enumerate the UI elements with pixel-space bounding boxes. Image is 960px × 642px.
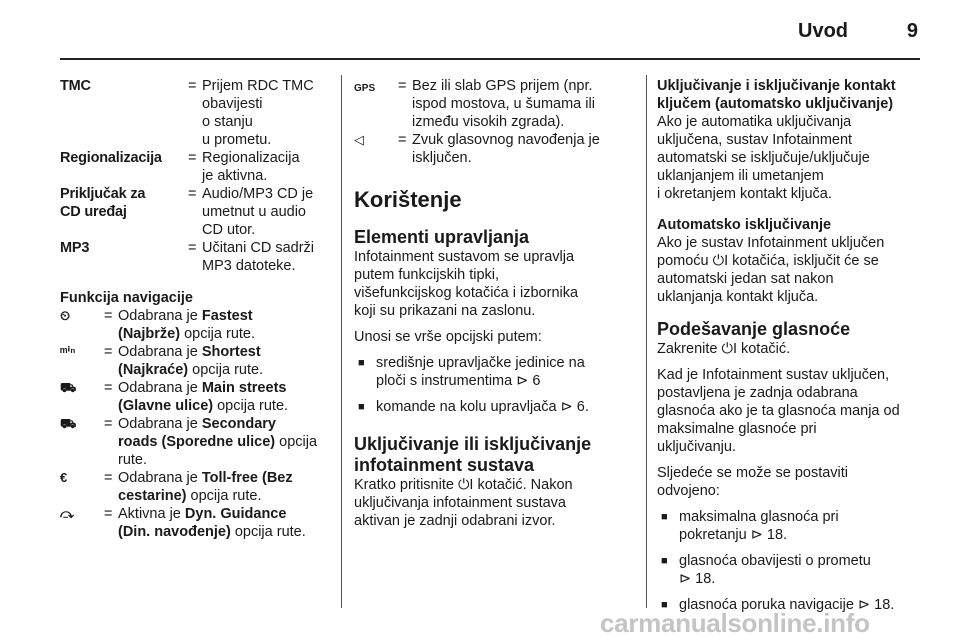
nav-pre: Odabrana je: [118, 470, 202, 486]
bullet-icon: ■: [661, 599, 668, 611]
paragraph: [354, 476, 638, 530]
def-line: obavijesti: [202, 96, 263, 112]
text-line: Infotainment sustavom se upravlja: [354, 249, 575, 265]
def-eq: =: [188, 240, 197, 256]
list-item: [657, 552, 953, 588]
subsection-heading: Podešavanje glasnoće: [657, 319, 851, 339]
text-line: središnje upravljačke jedinice na: [376, 355, 585, 371]
section-heading: Korištenje: [354, 187, 462, 212]
nav-pre: Odabrana je: [118, 344, 202, 360]
text-line: ⊳ 18.: [679, 571, 716, 587]
def-term: Regionalizacija: [60, 150, 162, 166]
text-line: glasnoća ako je ta glasnoća manja od: [657, 403, 900, 419]
def-term: [60, 185, 188, 239]
text-line: Kad je Infotainment sustav uključen,: [657, 367, 890, 383]
nav-option: Shortest: [201, 344, 261, 360]
nav-text: [118, 379, 330, 415]
def-term: TMC: [60, 78, 91, 94]
paragraph: Zakrenite ⏻I kotačić.: [657, 341, 791, 357]
paragraph: [657, 366, 953, 456]
column-divider-2: [646, 75, 647, 608]
header-rule: [60, 58, 920, 60]
column-1: [60, 77, 330, 541]
list-item: [657, 508, 953, 544]
text-line: koji su prikazani na zaslonu.: [354, 303, 536, 319]
def-eq: =: [398, 132, 407, 148]
paragraph: [657, 113, 953, 203]
def-eq: =: [398, 78, 407, 94]
bullet-icon: ■: [358, 401, 365, 413]
text-line: Ako je automatika uključivanja: [657, 114, 852, 130]
def-line: MP3 datoteke.: [202, 258, 296, 274]
nav-heading: Funkcija navigacije: [60, 290, 193, 306]
text-line: automatski jedan sat nakon: [657, 271, 834, 287]
nav-option: Secondary: [201, 416, 276, 432]
nav-option-translation: (Najkraće): [118, 362, 189, 378]
def-eq: =: [188, 150, 197, 166]
def-cd: [60, 185, 330, 239]
text-line: uključena, sustav Infotainment: [657, 132, 853, 148]
paragraph: [354, 248, 638, 320]
list-item: [354, 398, 638, 416]
nav-option-translation: (Glavne ulice): [118, 398, 214, 414]
heading-line: ključem (automatsko uključivanje): [657, 96, 894, 112]
def-text: [202, 149, 330, 185]
page-header: [0, 0, 960, 58]
watermark: carmanualsonline.info: [600, 608, 870, 638]
nav-post: opcija: [275, 434, 318, 450]
nav-post: opcija rute.: [213, 398, 289, 414]
def-regionalizacija: [60, 149, 330, 185]
bullet-icon: ■: [661, 555, 668, 567]
nav-post: rute.: [118, 452, 148, 468]
nav-option: Dyn. Guidance: [184, 506, 287, 522]
column-3: [657, 77, 953, 614]
def-term-line: CD uređaj: [60, 204, 127, 220]
paragraph: [657, 464, 953, 500]
def-text: [412, 77, 638, 131]
text-line: odvojeno:: [657, 483, 720, 499]
nav-text: [118, 415, 330, 469]
text-line: aktivan je zadnji odabrani izvor.: [354, 513, 556, 529]
heading-line: infotainment sustava: [354, 455, 535, 475]
text-line: Ako je sustav Infotainment uključen: [657, 235, 885, 251]
text-line: komande na kolu upravljača ⊳ 6.: [376, 399, 589, 415]
main-streets-icon: ⛟: [60, 380, 77, 395]
def-eq: =: [188, 78, 197, 94]
subsection-heading: [354, 434, 638, 476]
def-line: Prijem RDC TMC: [202, 78, 314, 94]
nav-pre: Aktivna je: [118, 506, 185, 522]
text-line: uklanjanjem ili umetanjem: [657, 168, 824, 184]
nav-post: opcija rute.: [230, 524, 306, 540]
def-term: MP3: [60, 240, 90, 256]
def-line: ispod mostova, u šumama ili: [412, 96, 595, 112]
def-line: između visokih zgrada).: [412, 114, 565, 130]
text-line: višefunkcijskog kotačića i izbornika: [354, 285, 579, 301]
def-line: CD utor.: [202, 222, 256, 238]
text-line: uključivanja infotainment sustava: [354, 495, 566, 511]
def-mp3: [60, 239, 330, 275]
def-line: Zvuk glasovnog navođenja je: [412, 132, 600, 148]
nav-item-secondary: ⛟ = Odabrana je Secondary roads (Sporedne ulice) opcija rute.: [60, 415, 330, 469]
nav-pre: Odabrana je: [118, 380, 202, 396]
subheading: Automatsko isključivanje: [657, 217, 832, 233]
bullet-icon: ■: [661, 511, 668, 523]
toll-free-icon: €: [60, 470, 68, 485]
column-divider-1: [341, 75, 342, 608]
def-line: Regionalizacija: [202, 150, 300, 166]
paragraph: Unosi se vrše opcijski putem:: [354, 329, 542, 345]
nav-post: opcija rute.: [188, 362, 264, 378]
page-title: Uvod: [798, 20, 848, 42]
def-tmc: [60, 77, 330, 149]
nav-post: opcija rute.: [186, 488, 262, 504]
nav-pre: Odabrana je: [118, 416, 202, 432]
text-line: ploči s instrumentima ⊳ 6: [376, 373, 541, 389]
def-gps: [354, 77, 638, 131]
heading-line: Uključivanje i isključivanje kontakt: [657, 78, 896, 94]
nav-pre: Odabrana je: [118, 308, 202, 324]
nav-item-main-streets: ⛟ = Odabrana je Main streets (Glavne ulice) opcija rute.: [60, 379, 330, 415]
nav-text: [118, 469, 330, 505]
shortest-route-icon: ᵐⁱⁿ: [60, 344, 76, 359]
list-item: [354, 354, 638, 390]
text-line: i okretanjem kontakt ključa.: [657, 186, 832, 202]
def-line: Bez ili slab GPS prijem (npr.: [412, 78, 593, 94]
clock-icon: ⏲: [60, 308, 71, 323]
text-line: pomoću ⏻I kotačića, isključit će se: [657, 253, 879, 269]
def-line: o stanju: [202, 114, 253, 130]
subheading: [657, 77, 953, 113]
nav-option-translation: roads (Sporedne ulice): [118, 434, 276, 450]
text-line: glasnoća poruka navigacije ⊳ 18.: [679, 597, 895, 613]
dynamic-guidance-icon: ⤼: [60, 506, 74, 521]
nav-item-dyn-guidance: ⤼ = Aktivna je Dyn. Guidance (Din. navođenje) opcija rute.: [60, 505, 330, 541]
nav-option: Toll-free (Bez: [201, 470, 293, 486]
def-line: u prometu.: [202, 132, 272, 148]
nav-option-translation: cestarine): [118, 488, 187, 504]
def-line: Učitani CD sadrži: [202, 240, 314, 256]
def-line: je aktivna.: [202, 168, 268, 184]
nav-text: [118, 505, 330, 541]
text-line: postavljena je zadnja odabrana: [657, 385, 858, 401]
nav-option: Fastest: [201, 308, 253, 324]
text-line: Kratko pritisnite ⏻I kotačić. Nakon: [354, 477, 573, 493]
def-text: [202, 77, 330, 149]
mute-speaker-icon: ◁: [354, 132, 364, 147]
nav-text: [118, 343, 330, 379]
text-line: glasnoća obavijesti o prometu: [679, 553, 871, 569]
nav-option-translation: (Najbrže): [118, 326, 181, 342]
nav-text: [118, 307, 330, 343]
nav-item-toll-free: € = Odabrana je Toll-free (Bez cestarine) opcija rute.: [60, 469, 330, 505]
text-line: pokretanju ⊳ 18.: [679, 527, 788, 543]
text-line: Sljedeće se može se postaviti: [657, 465, 849, 481]
paragraph: [657, 234, 953, 306]
def-line: umetnut u audio: [202, 204, 306, 220]
text-line: putem funkcijskih tipki,: [354, 267, 500, 283]
no-gps-icon: GPS: [354, 83, 376, 94]
secondary-roads-icon: ⛟: [60, 416, 77, 431]
column-2: [354, 77, 638, 530]
subsection-heading: Elementi upravljanja: [354, 227, 530, 247]
def-text: [202, 185, 330, 239]
nav-option-translation: (Din. navođenje): [118, 524, 231, 540]
def-line: isključen.: [412, 150, 472, 166]
nav-option: Main streets: [201, 380, 287, 396]
nav-post: opcija rute.: [180, 326, 256, 342]
text-line: automatski se isključuje/uključuje: [657, 150, 870, 166]
bullet-icon: ■: [358, 357, 365, 369]
def-mute: [354, 131, 638, 167]
text-line: uklanjanja kontakt ključa.: [657, 289, 819, 305]
def-eq: =: [188, 186, 197, 202]
def-text: [412, 131, 638, 167]
text-line: maksimalna glasnoća pri: [679, 509, 839, 525]
text-line: maksimalne glasnoće pri: [657, 421, 817, 437]
def-text: [202, 239, 330, 275]
text-line: uključivanju.: [657, 439, 736, 455]
heading-line: Uključivanje ili isključivanje: [354, 434, 592, 454]
def-term-line: Priključak za: [60, 186, 146, 202]
page-number: 9: [906, 20, 918, 42]
nav-item-fastest: ⏲ = Odabrana je Fastest (Najbrže) opcija rute.: [60, 307, 330, 343]
nav-item-shortest: ᵐⁱⁿ = Odabrana je Shortest (Najkraće) opcija rute.: [60, 343, 330, 379]
def-line: Audio/MP3 CD je: [202, 186, 314, 202]
